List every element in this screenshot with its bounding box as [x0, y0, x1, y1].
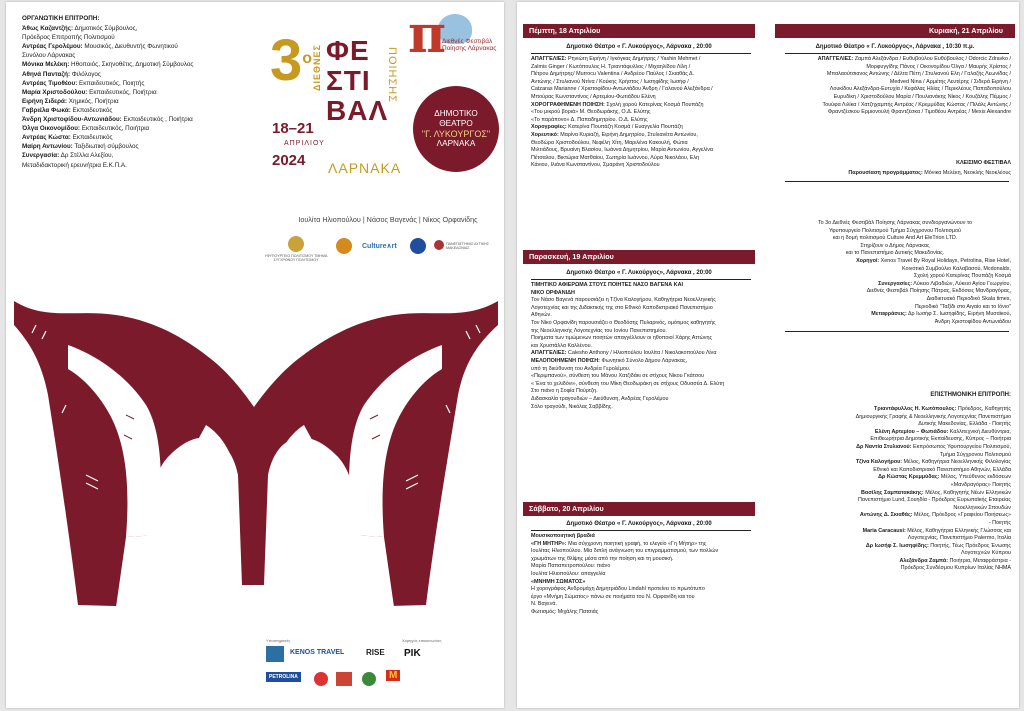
program-line: Ν. Βαγενά. [531, 601, 558, 608]
venue-thursday: Δημοτικό Θέατρο « Γ. Λυκούργος», Λάρνακα , 20:00 [566, 44, 712, 50]
greek-emblem-icon [410, 238, 426, 254]
co-organizers [775, 220, 1015, 258]
pi-festival-logo [408, 4, 498, 70]
scientific-committee-title: ΕΠΙΣΤΗΜΟΝΙΚΗ ΕΠΙΤΡΟΠΗ: [930, 392, 1011, 398]
sponsor-badge-icon [266, 646, 284, 662]
credit-line: Μεταφράσεις: Δρ Ιωσήφ Σ. Ιωσηφίδης, Ειρήνη Μυσαϊκού, [871, 311, 1011, 318]
municipal-theatre-badge: ΔΗΜΟΤΙΚΟ ΘΕΑΤΡΟ "Γ. ΛΥΚΟΥΡΓΟΣ" ΛΑΡΝΑΚΑ [413, 86, 499, 172]
intro-line: Στηρίζουν ο Δήμος Λάρνακας [860, 242, 930, 249]
logo-city: ΛΑΡΝΑΚΑ [328, 160, 402, 176]
committee-line: Βασίλης Σαμπατακάκης: Μέλος, Καθηγητής Νέων Ελληνικών [861, 489, 1011, 496]
round-sponsor-icon [314, 672, 328, 686]
credit-line: Περιοδικό "Ταξίδι στο Αιγαίο και το Ιόνιο" [914, 303, 1011, 310]
committee-member: Ειρήνη Σιδερά: Χημικός, Ποιήτρια [22, 97, 119, 105]
community-council-icon [336, 672, 352, 686]
program-line: «ΓΗ ΜΗΤΗΡ»: Μια σύγχρονη ποιητική γραφή, το ελεγείο «Γη Μήτηρ» της [531, 540, 707, 547]
committee-member: Άνδρη Χριστοφίδου-Αντωνιάδου: Εκπαιδευτικός , Ποιήτρια [22, 116, 193, 124]
credit-line: Άνδρη Χριστοφίδου Αντωνιάδου [934, 318, 1011, 325]
program-line: Ιουλίτα Ηλιοπούλου: απαγγελία [531, 570, 606, 577]
committee-member: Άθως Καζαντζής: Δημοτικός Σύμβουλος, [22, 25, 138, 33]
organizing-committee [22, 14, 270, 170]
program-line: ΑΠΑΓΓΕΛΙΕΣ: Ζαμπά Αλεξάνδρα / Ευθυβούλου Ευθύβουλος / Odorcic Zdravko / [817, 56, 1011, 62]
divider [785, 181, 1009, 182]
arches-artwork [6, 285, 504, 617]
program-line: Αθηνών. [531, 312, 552, 319]
program-line: Catzaras Marianne / Χριστοφίδου-Αντωνιάδου Άνδρη / Γαλανού Αλεξάνδρα / [531, 86, 713, 93]
credit-line: Χορηγοί: Xenos Travel By Royal Holidays, Petrolina, Rise Hotel, [856, 258, 1011, 264]
venue-sunday: Δημοτικό Θέατρο « Γ. Λυκούργος», Λάρνακα , 10:30 π.μ. [815, 44, 975, 50]
top-sponsors [264, 234, 496, 268]
organizing-committee-title: ΟΡΓΑΝΩΤΙΚΗ ΕΠΙΤΡΟΠΗ: [22, 15, 100, 22]
committee-member: Αντρέας Τιμοθέου: Εκπαιδευτικός, Ποιητής [22, 79, 145, 87]
program-line: Μπούρας Κωνσταντίνος / Αρτεμίου-Φωτιάδου Ελένη [531, 93, 656, 100]
committee-member: Συνεργασία: Δρ Στέλλα Αλεξίου, [22, 152, 114, 160]
program-sunday [775, 56, 1011, 117]
festival-edition-number: $3^o$ [270, 28, 313, 93]
rik-logo: ΡΙΚ [404, 648, 421, 659]
committee-line: Επιθεωρήτρια Δημοτικής Εκπαίδευσης, Κύπρος – Ποιήτρια [870, 436, 1011, 443]
program-line: ΝΙΚΟ ΟΡΦΑΝΙΔΗ [531, 289, 575, 296]
scientific-committee [775, 406, 1011, 573]
divider [785, 53, 1009, 54]
committee-line: Δημιουργικής Γραφής & Νεοελληνικής Λογοτεχνίας Πανεπιστήμιο [855, 413, 1011, 420]
committee-member: Συνόλου Λάρνακας [22, 52, 76, 60]
cyprus-emblem-icon [288, 236, 304, 252]
program-line: Τον Νάσο Βαγενά παρουσιάζει η Τζίνα Καλογήρου, Καθηγήτρια Νεοελληνικής [531, 297, 716, 304]
culture-art-logo: Culture∧rt [362, 243, 397, 250]
committee-member: Μαίρη Αντωνίου: Ταξιδιωτική σύμβουλος [22, 143, 139, 151]
program-line: της Νεοελληνικής Λογοτεχνίας του Ιονίου Πανεπιστημίου. [531, 327, 667, 334]
program-line: Μιλτιάδους, Βρυαίνη Βλασίου, Ιωάννα Δημητρίου, Μαρία Αντωνίου, Αγγελίνα [531, 147, 714, 154]
university-label: ΠΑΝΕΠΙΣΤΗΜΙΟ ΔΥΤΙΚΗΣ ΜΑΚΕΔΟΝΙΑΣ [446, 242, 490, 250]
committee-member: Αντρέας Κώστα: Εκπαιδευτικός [22, 134, 113, 142]
committee-member: Αθηνά Πανταζή: Φιλόλογος [22, 70, 101, 78]
logo-dates: 18–21 [272, 120, 314, 137]
media-sponsor-label: Χορηγός επικοινωνίας [402, 638, 442, 643]
program-line: Θεοδώρα Χριστοδούλου, Νεφέλη Χίτη, Μαριλένα Κακουλή, Φώτια [531, 139, 688, 146]
committee-member: Μεταδιδακτορική ερευνήτρια Ε.Κ.Π.Α. [22, 161, 127, 169]
university-emblem-icon [434, 240, 444, 250]
program-line: Φωτισμός: Μιχάλης Πατσιάς [531, 608, 599, 615]
program-line: Ευρυδίκη / Χριστοδούλου Μαρία / Πουλιανάκης Νίκος / Κουζάλης Πέμμος / [833, 93, 1011, 100]
committee-member: Γαβριέλα Φωκά: Εκπαιδευτικός [22, 106, 113, 114]
program-line: Διδασκαλία τραγουδιών – Διεύθυνση, Ανδρέας Γερολέμου [531, 395, 669, 402]
program-line: Πέτρου Δημήτρης/ Murrocu Valentina / Ανδρέου Παύλος / Σκιαθάς Δ. [531, 71, 695, 78]
committee-line: Maria Caracausi: Μέλος, Καθηγήτρια Ελληνικής Γλώσσας και [862, 527, 1011, 534]
program-line: Σόλο τραγούδι, Νικόλας Σαββίδης. [531, 403, 613, 410]
logo-month: ΑΠΡΙΛΙΟΥ [284, 140, 325, 147]
ministry-label: ΥΦΥΠΟΥΡΓΕΙΟ ΠΟΛΙΤΙΣΜΟΥ ΤΜΗΜΑ ΣΥΓΧΡΟΝΟΥ ΠΟΛΙΤΙΣΜΟΥ [264, 254, 328, 262]
credit-line: Διαδικτυακό Περιοδικό Skala times, [926, 295, 1011, 302]
committee-line: Δρ Ιωσήφ Σ. Ιωσηφίδης: Ποιητής, Τέως Πρόεδρος Ένωσης [865, 542, 1011, 549]
petrolina-logo: PETROLINA [266, 672, 301, 682]
program-line: Μπαλαούτσιανος Αντώνης / Δέλτα Πέτη / Στυλιανού Ελη / Γαλαζής Λεωνίδας / [826, 71, 1011, 78]
program-line: Χορευτικό: Μαρίνα Κυριαζή, Ειρήνη Δημητρίου, Στυλιανέτα Αντωνίου, [531, 131, 698, 138]
intro-line: Υφυπουργείο Πολιτισμού Τμήμα Σύγχρονου Πολιτισμού [829, 227, 961, 234]
intro-line: και η δομή πολιτισμού Culture And Art EleTrion LTD. [832, 235, 958, 242]
program-line: υπό τη διεύθυνση του Ανδρέα Γερολέμου. [531, 365, 631, 372]
program-line: Πέτσαλου, Βικτώρια Ματθαίου, Σωτηρία Ιωάννου, Λύρα Νικολάου, Ελη [531, 154, 700, 161]
committee-line: Πρόεδρος Συνδέσμου Κυπρίων Ιταλίας ΝΗΜΑ [900, 565, 1011, 572]
committee-line: Δρ Κώστας Κρεμμύδας: Μέλος, Υπεύθυνος εκδόσεων [878, 474, 1011, 481]
program-line: «Το παράπονο» Δ. Παπαδημητρίου. Ο.Δ. Ελύτης [531, 116, 648, 123]
program-line: Λογοτεχνίας και της Διδακτικής της στο Εθνικό Καποδιστριακό Πανεπιστήμιο [531, 304, 713, 311]
committee-line: Δυτικής Μακεδονίας, Ελλάδα - Ποιητής [918, 421, 1011, 428]
committee-line: Νεοελληνικών Σπουδών [953, 504, 1011, 511]
program-line: Μορφυγγίδης Πάνος / Οικονομίδου Όλγα / Μαυρής Χρίστος / [866, 63, 1011, 70]
logo-poetry-word: ΠΟΙΗΣΗΣ [386, 46, 398, 104]
program-line: Χορογραφίες: Κατερίνα Πουπάζη Κοσμά / Ευαγγελία Πουπάζη [531, 124, 683, 131]
committee-line: - Ποιητής [988, 519, 1011, 526]
divider [785, 331, 1009, 332]
committee-line: Λογοτεχνίας, Πανεπιστήμιο Palermo, Ιταλία [907, 535, 1011, 542]
logo-year: 2024 [272, 152, 306, 169]
festival-poster-page [6, 2, 504, 708]
sponsors-footer [266, 638, 502, 698]
divider [531, 530, 751, 531]
mcdonalds-logo: M [386, 670, 400, 681]
venue-friday: Δημοτικό Θέατρο « Γ. Λυκούργος», Λάρνακα , 20:00 [566, 270, 712, 276]
dance-school-icon [362, 672, 376, 686]
committee-line: «Μανδραγόρας» Ποιητής [950, 481, 1011, 488]
sponsors-label: Υποστηρικτές [266, 638, 291, 643]
program-line: έργο «Μνήμη Σώματος» πάνω σε ποιήματα του Ν. Ορφανίδη και του [531, 593, 695, 600]
program-line: Τον Νίκο Ορφανίδη παρουσιάζει ο Θεοδόσης Πυλαρινός, ομότιμος καθηγητής [531, 319, 716, 326]
committee-line: Λογοτεχνών Κύπρου [961, 550, 1011, 557]
program-line: Λουκίδου Αλεξάνδρα-Ευτυχία / Κεφάλας Ηλίας / Περικλέους Παπαδοπούλου [829, 86, 1011, 93]
committee-line: Δρ Ναντία Στυλιανού: Εκπρόσωπος Υφυπουργείου Πολιτισμού, [856, 443, 1011, 450]
municipality-emblem-icon [336, 238, 352, 254]
rise-hotel-logo: RISE [366, 648, 385, 657]
featured-artists: Ιουλίτα Ηλιοπούλου | Νάσος Βαγενάς | Νίκος Ορφανίδης [298, 215, 478, 224]
intro-line: και το Πανεπιστήμιο Δυτικής Μακεδονίας. [845, 250, 945, 257]
program-line: Μουσικοποιητική βραδιά [531, 533, 595, 539]
pi-letter: π [408, 4, 447, 65]
credit-line: Σχολή χορού Κατερίνας Πουπάζη Κοσμά [913, 273, 1011, 280]
committee-line: Τριαντάφυλλος Η. Κωτόπουλος: Πρόεδρος, Καθηγητής [874, 406, 1011, 412]
program-line: Κάνιου, Ιλιάνα Κωνσταντίνου, Σμαράνη Χριστοδούλου [531, 162, 660, 169]
divider [531, 279, 751, 280]
kenos-travel-logo: KENOS TRAVEL [290, 649, 345, 656]
program-line: «Περιμπανού», σύνθεση του Μάνου Χατζιδάκι σε στίχους Νίκου Γκάτσου [531, 373, 705, 380]
committee-line: Τζίνα Καλογήρου: Μέλος, Καθηγήτρια Νεοελληνικής Φιλολογίας [855, 459, 1011, 466]
committee-member: Αντρέας Γερολέμου: Μουσικός, Διευθυντής Φωνητικού [22, 43, 178, 51]
pi-logo-text: Διεθνές Φεστιβάλ Ποίησης Λάρνακας [442, 38, 497, 52]
day-header-thursday: Πέμπτη, 18 Απριλίου [523, 24, 755, 38]
program-line: ΧΟΡΟΓΡΑΦΗΜΕΝΗ ΠΟΙΗΣΗ: Σχολή χορού Κατερίνας Κοσμά Πουπάζη [531, 101, 704, 108]
program-line: χρωμάτων της θλίψης μέσα από την ποίηση και τη μουσική. [531, 555, 674, 562]
program-line: Φραντζέσκου Ερμιονουλή Φραντζέσκα / Τιμοθέου Αντρέας / Mexis Alexandre [827, 109, 1011, 116]
committee-line: Εθνικό και Καποδιστριακό Πανεπιστήμιο Αθηνών, Ελλάδα [873, 466, 1011, 473]
credit-line: Κοινοτικό Συμβούλιο Καλαβασού, Mcdonalds, [901, 265, 1011, 272]
program-line: Στο πιάνο η Σοφία Πούρτζη. [531, 388, 598, 395]
intro-line: Το 3ο Διεθνές Φεστιβάλ Ποίησης Λάρνακας συνδιοργανώνουν το [817, 220, 973, 226]
logo-festival-word: ΦΕ ΣΤΙ ΒΑΛ [326, 35, 389, 126]
festival-program-page [517, 2, 1019, 708]
program-line: Μαρία Παπαπετροπούλου: πιάνο [531, 563, 611, 570]
program-line: ΑΠΑΓΓΕΛΙΕΣ: Calesho Anthony / Ηλιοπούλου Ιουλίτα / Νικολακοπούλου Λίνα [531, 350, 717, 357]
committee-line: Αντώνης Δ. Σκιαθάς: Μέλος, Πρόεδρος «Γραφείου Ποιήσεως» [859, 512, 1011, 519]
closing-line: Παρουσίαση προγράμματος: Μόνικα Μελέκη, Νεοκλής Νεοκλέους [848, 170, 1011, 176]
divider [531, 53, 751, 54]
logo-international: ΔΙΕΘΝΕΣ [312, 44, 322, 92]
program-line: Τουύφα Λιλίκα / Χατζηχαμπής Αντρέας / Κρεμμύδας Κώστας / Πιλάλς Αντώνης / [822, 101, 1011, 108]
program-saturday [531, 533, 763, 617]
committee-member: Μόνικα Μελέκη: Ηθοποιός, Σκηνοθέτις, Δημοτική Σύμβουλος [22, 61, 194, 69]
program-friday [531, 282, 763, 411]
program-line: ΑΠΑΓΓΕΛΙΕΣ: Ρηνιώτη Ειρήνη / Ιγκόγκας Δημήτρης / Yashin Mehmet / [531, 56, 701, 62]
program-line: ΜΕΛΟΠΟΙΗΜΕΝΗ ΠΟΙΗΣΗ: Φωνητικό Σύνολο Δήμου Λάρνακας, [531, 357, 688, 364]
committee-line: Αλεξάνδρα Ζαμπά: Ποιήτρια, Μεταφράστρια - [899, 557, 1011, 564]
day-header-sunday: Κυριακή, 21 Απριλίου [775, 24, 1015, 38]
committee-member: Μαρία Χριστοδούλου: Εκπαιδευτικός, Ποιήτρια [22, 88, 157, 96]
program-thursday [531, 56, 763, 170]
sponsors-and-partners [775, 258, 1011, 326]
credit-line: Συνεργασίες: Λύκειο Λιβαδιών, Λύκειο Αγίου Γεωργίου, [878, 280, 1011, 287]
program-line: Ιουλίτας Ηλιοπούλου. Μία διπλή ανάγνωση του επιγραμματισμού, των πολλών [531, 548, 719, 555]
committee-line: Ελένη Αρτεμίου – Φωτιάδου: Καλλιτεχνική Διευθύντρια, [874, 428, 1011, 435]
program-line: «Του μικρού βοριά» Μ. Θεοδωράκης, Ο.Δ. Ελύτης [531, 109, 651, 116]
committee-member: Όλγα Οικονομίδου: Εκπαιδευτικός, Ποιήτρια [22, 125, 150, 133]
program-line: Zalmis Ginger / Κωτόπουλος Η. Τριαντάφυλλος / Μιχαηλίδου Λίλη / [531, 63, 691, 70]
committee-line: Τμήμα Σύγχρονου Πολιτισμού [939, 451, 1011, 458]
venue-saturday: Δημοτικό Θέατρο « Γ. Λυκούργος», Λάρνακα , 20:00 [566, 521, 712, 527]
closing-title: ΚΛΕΙΣΙΜΟ ΦΕΣΤΙΒΑΛ [956, 160, 1011, 166]
day-header-saturday: Σάββατο, 20 Απριλίου [523, 502, 755, 516]
committee-line: Πανεπιστήμιο Lund, Σουηδία - Πρόεδρος Ευρωπαϊκής Εταιρείας [857, 497, 1011, 504]
program-line: και Χρυστάλλα Καλλένου. [531, 342, 593, 349]
program-line: Medved Nina / Αρμέτης Λευτέρης / Σιδερά Ειρήνη / [889, 78, 1011, 85]
program-line: Η χορογράφος Ανδρομάχη Δημητριάδου Lindahl προτείνει το πρωτότυπο [531, 586, 705, 593]
program-line: Ποιήματα των τιμώμενων ποιητών απαγγέλλουν οι ηθοποιοί Χάρης Αττώνης [531, 335, 713, 342]
program-line: « Ένα το χελιδόνι», σύνθεση του Μίκη Θεοδωράκη σε στίχους Οδυσσέα Δ. Ελύτη [531, 380, 725, 387]
program-line: «ΜΝΗΜΗ ΣΩΜΑΤΟΣ» [531, 578, 586, 585]
program-line: Αντώνης / Στυλιανού Ντίνα / Κούκης Χρήστος / Ιωσηφίδης Ιωσήφ / [531, 78, 689, 85]
committee-member: Πρόεδρος Επιτροπής Πολιτισμού [22, 34, 115, 42]
day-header-friday: Παρασκευή, 19 Απριλίου [523, 250, 755, 264]
program-line: ΤΙΜΗΤΙΚΟ ΑΦΙΕΡΩΜΑ ΣΤΟΥΣ ΠΟΙΗΤΕΣ ΝΑΣΟ ΒΑΓΕΝΑ ΚΑΙ [531, 282, 683, 288]
credit-line: Διεθνές Φεστιβάλ Ποίησης Πάτρας, Εκδόσεις Μανδραγόρας, [866, 288, 1011, 295]
